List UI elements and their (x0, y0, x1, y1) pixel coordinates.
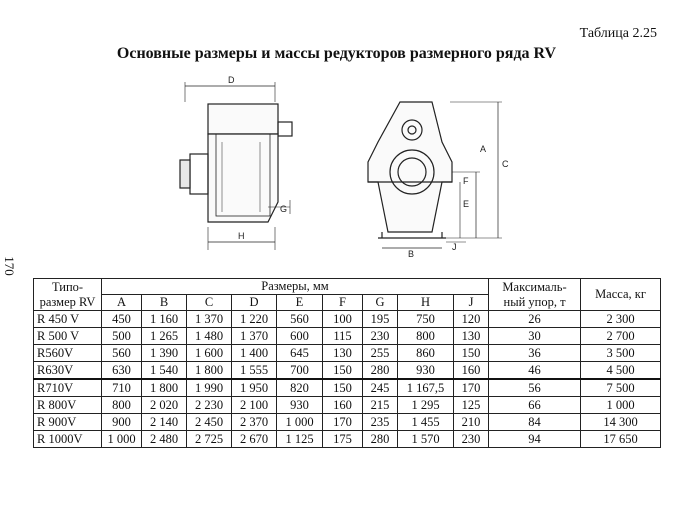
row-name-cell: R560V (34, 345, 102, 362)
table-cell: 280 (363, 362, 398, 380)
table-cell: 160 (454, 362, 489, 380)
table-cell: 560 (102, 345, 142, 362)
table-cell: 245 (363, 379, 398, 397)
table-cell: 2 020 (142, 397, 187, 414)
header-thrust: Максималь- ный упор, т (489, 279, 581, 311)
table-cell: 1 220 (232, 311, 277, 328)
table-cell: 84 (489, 414, 581, 431)
table-number: Таблица 2.25 (579, 26, 657, 41)
table-cell: 1 000 (277, 414, 323, 431)
table-row (34, 345, 661, 362)
table-cell: 750 (398, 311, 454, 328)
row-name-cell: R 450 V (34, 311, 102, 328)
table-cell: 170 (454, 379, 489, 397)
table-row (34, 379, 661, 397)
table-cell: 210 (454, 414, 489, 431)
table-cell: 66 (489, 397, 581, 414)
table-cell: 800 (398, 328, 454, 345)
table-cell: 1 370 (187, 311, 232, 328)
table-cell: 150 (323, 379, 363, 397)
table-cell: 94 (489, 431, 581, 448)
table-cell: 2 140 (142, 414, 187, 431)
label-j: J (452, 242, 457, 252)
table-cell: 1 555 (232, 362, 277, 380)
table-cell: 1 000 (581, 397, 661, 414)
table-cell: 820 (277, 379, 323, 397)
table-cell: 630 (102, 362, 142, 380)
table-cell: 26 (489, 311, 581, 328)
table-cell: 115 (323, 328, 363, 345)
gearbox-drawing-svg (150, 72, 540, 262)
table-cell: 600 (277, 328, 323, 345)
col-header: E (277, 295, 323, 311)
table-cell: 1 160 (142, 311, 187, 328)
table-cell: 2 100 (232, 397, 277, 414)
table-cell: 1 540 (142, 362, 187, 380)
table-cell: 46 (489, 362, 581, 380)
label-b: B (408, 249, 415, 259)
row-name-cell: R 1000V (34, 431, 102, 448)
label-f: F (463, 176, 469, 186)
table-cell: 500 (102, 328, 142, 345)
table-cell: 1 950 (232, 379, 277, 397)
table-cell: 36 (489, 345, 581, 362)
table-cell: 800 (102, 397, 142, 414)
label-a: A (480, 144, 487, 154)
table-cell: 1 295 (398, 397, 454, 414)
table-cell: 1 455 (398, 414, 454, 431)
table-cell: 2 370 (232, 414, 277, 431)
table-caption: Основные размеры и массы редукторов размерного ряда RV (116, 45, 557, 62)
table-row (34, 362, 661, 380)
table-cell: 2 700 (581, 328, 661, 345)
table-cell: 2 670 (232, 431, 277, 448)
table-cell: 4 500 (581, 362, 661, 380)
header-mass: Масса, кг (581, 279, 661, 311)
table-body (34, 311, 661, 448)
gearbox-drawing (150, 72, 540, 262)
row-name-cell: R630V (34, 362, 102, 380)
table-row (34, 431, 661, 448)
table-cell: 17 650 (581, 431, 661, 448)
col-header: G (363, 295, 398, 311)
table-cell: 175 (323, 431, 363, 448)
table-cell: 3 500 (581, 345, 661, 362)
table-cell: 2 230 (187, 397, 232, 414)
table-cell: 7 500 (581, 379, 661, 397)
label-c: C (502, 159, 509, 169)
table-cell: 1 390 (142, 345, 187, 362)
row-name-cell: R 800V (34, 397, 102, 414)
row-name-cell: R 500 V (34, 328, 102, 345)
page-number: 170 (2, 256, 17, 276)
row-name-cell: R710V (34, 379, 102, 397)
table-cell: 2 300 (581, 311, 661, 328)
table-row (34, 414, 661, 431)
table-cell: 700 (277, 362, 323, 380)
table-row (34, 397, 661, 414)
col-header: H (398, 295, 454, 311)
table-cell: 1 125 (277, 431, 323, 448)
table-cell: 2 725 (187, 431, 232, 448)
row-name-cell: R 900V (34, 414, 102, 431)
table-cell: 14 300 (581, 414, 661, 431)
front-view (368, 102, 502, 248)
table-cell: 930 (398, 362, 454, 380)
col-header: C (187, 295, 232, 311)
table-cell: 130 (454, 328, 489, 345)
table-cell: 1 800 (187, 362, 232, 380)
table-cell: 645 (277, 345, 323, 362)
table-cell: 860 (398, 345, 454, 362)
table-cell: 930 (277, 397, 323, 414)
label-h: H (238, 231, 245, 241)
table-cell: 2 450 (187, 414, 232, 431)
col-header: J (454, 295, 489, 311)
table-cell: 1 167,5 (398, 379, 454, 397)
table-cell: 100 (323, 311, 363, 328)
table-cell: 1 600 (187, 345, 232, 362)
table-cell: 160 (323, 397, 363, 414)
header-dims: Размеры, мм (102, 279, 489, 295)
table-cell: 1 370 (232, 328, 277, 345)
table-cell: 130 (323, 345, 363, 362)
table-cell: 150 (323, 362, 363, 380)
label-g: G (280, 204, 288, 214)
table-cell: 450 (102, 311, 142, 328)
table-cell: 1 000 (102, 431, 142, 448)
table-cell: 2 480 (142, 431, 187, 448)
col-header: F (323, 295, 363, 311)
table-cell: 1 265 (142, 328, 187, 345)
table-cell: 255 (363, 345, 398, 362)
table-cell: 560 (277, 311, 323, 328)
table-cell: 56 (489, 379, 581, 397)
table-cell: 195 (363, 311, 398, 328)
header-type: Типо- размер RV (34, 279, 102, 311)
table-cell: 1 800 (142, 379, 187, 397)
label-e: E (463, 199, 470, 209)
table-cell: 120 (454, 311, 489, 328)
col-header: A (102, 295, 142, 311)
table-cell: 170 (323, 414, 363, 431)
table-cell: 900 (102, 414, 142, 431)
table-row (34, 328, 661, 345)
col-header: B (142, 295, 187, 311)
col-header: D (232, 295, 277, 311)
table-cell: 215 (363, 397, 398, 414)
table-cell: 1 570 (398, 431, 454, 448)
table-cell: 710 (102, 379, 142, 397)
table-cell: 1 990 (187, 379, 232, 397)
table-cell: 230 (454, 431, 489, 448)
table-cell: 150 (454, 345, 489, 362)
table-cell: 280 (363, 431, 398, 448)
side-view (180, 82, 292, 250)
dimensions-table (33, 278, 661, 448)
table-cell: 1 400 (232, 345, 277, 362)
table-cell: 230 (363, 328, 398, 345)
label-d: D (228, 75, 235, 85)
table-cell: 30 (489, 328, 581, 345)
table-cell: 125 (454, 397, 489, 414)
table-row (34, 311, 661, 328)
table-cell: 1 480 (187, 328, 232, 345)
table-cell: 235 (363, 414, 398, 431)
